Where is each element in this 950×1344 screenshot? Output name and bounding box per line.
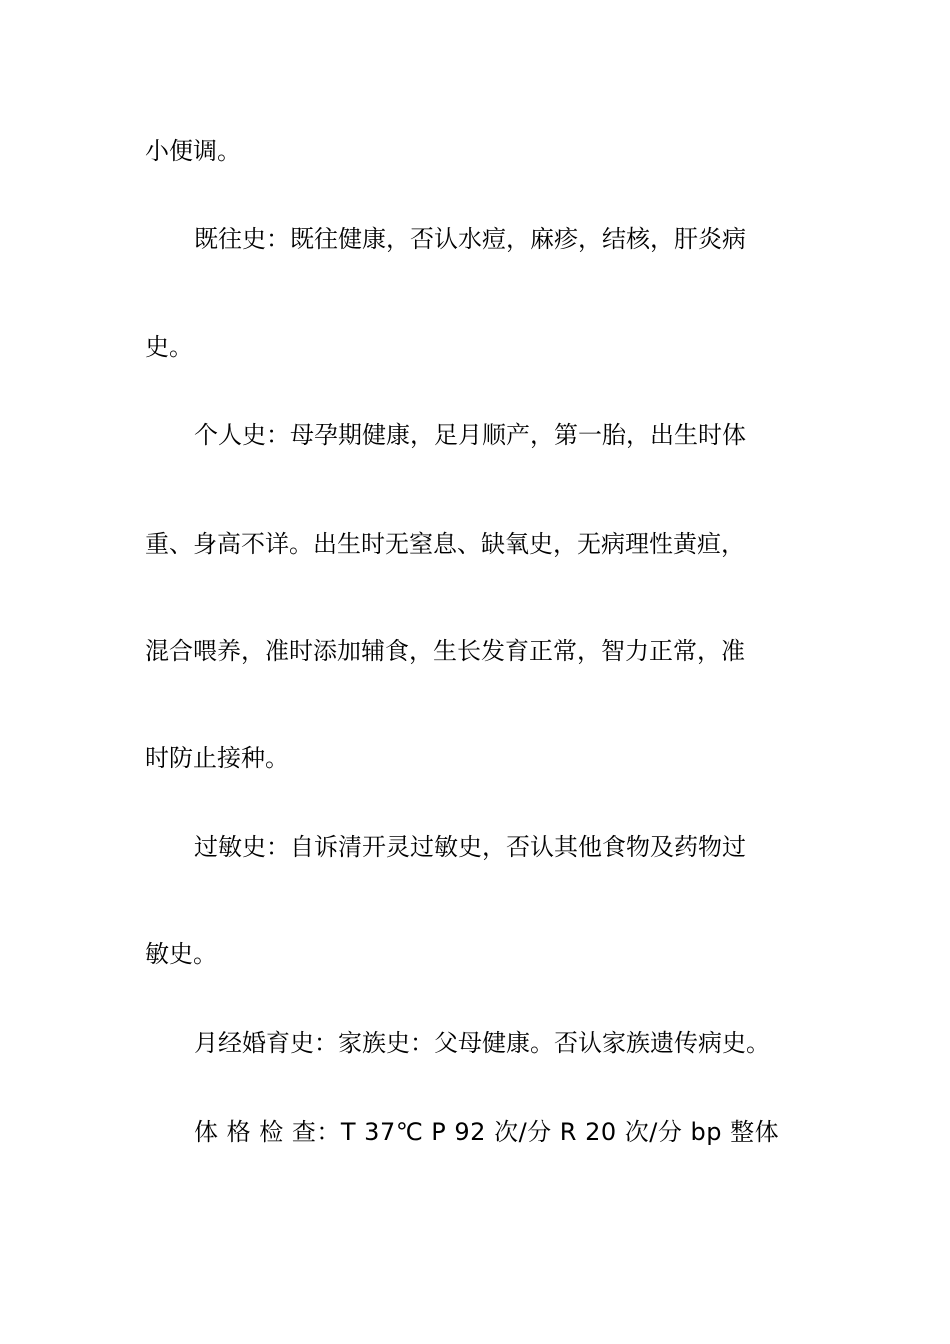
text-line-urination: 小便调。 xyxy=(145,137,241,165)
text-line-personal-history-cont-1: 重、身高不详。出生时无窒息、缺氧史，无病理性黄疸， xyxy=(145,530,745,558)
text-line-personal-history: 个人史：母孕期健康，足月顺产，第一胎，出生时体 xyxy=(194,421,746,449)
text-line-allergy-history-cont: 敏史。 xyxy=(145,940,217,968)
text-line-allergy-history: 过敏史：自诉清开灵过敏史，否认其他食物及药物过 xyxy=(194,833,746,861)
text-line-past-history-cont: 史。 xyxy=(145,333,193,361)
text-line-physical-exam: 体 格 检 查：T 37℃ P 92 次/分 R 20 次/分 bp 整体 xyxy=(194,1118,780,1146)
text-line-personal-history-cont-3: 时防止接种。 xyxy=(145,744,289,772)
text-line-family-history: 月经婚育史：家族史：父母健康。否认家族遗传病史。 xyxy=(194,1029,770,1057)
text-line-personal-history-cont-2: 混合喂养，准时添加辅食，生长发育正常，智力正常，准 xyxy=(145,637,745,665)
text-line-past-history: 既往史：既往健康，否认水痘，麻疹，结核，肝炎病 xyxy=(194,225,746,253)
